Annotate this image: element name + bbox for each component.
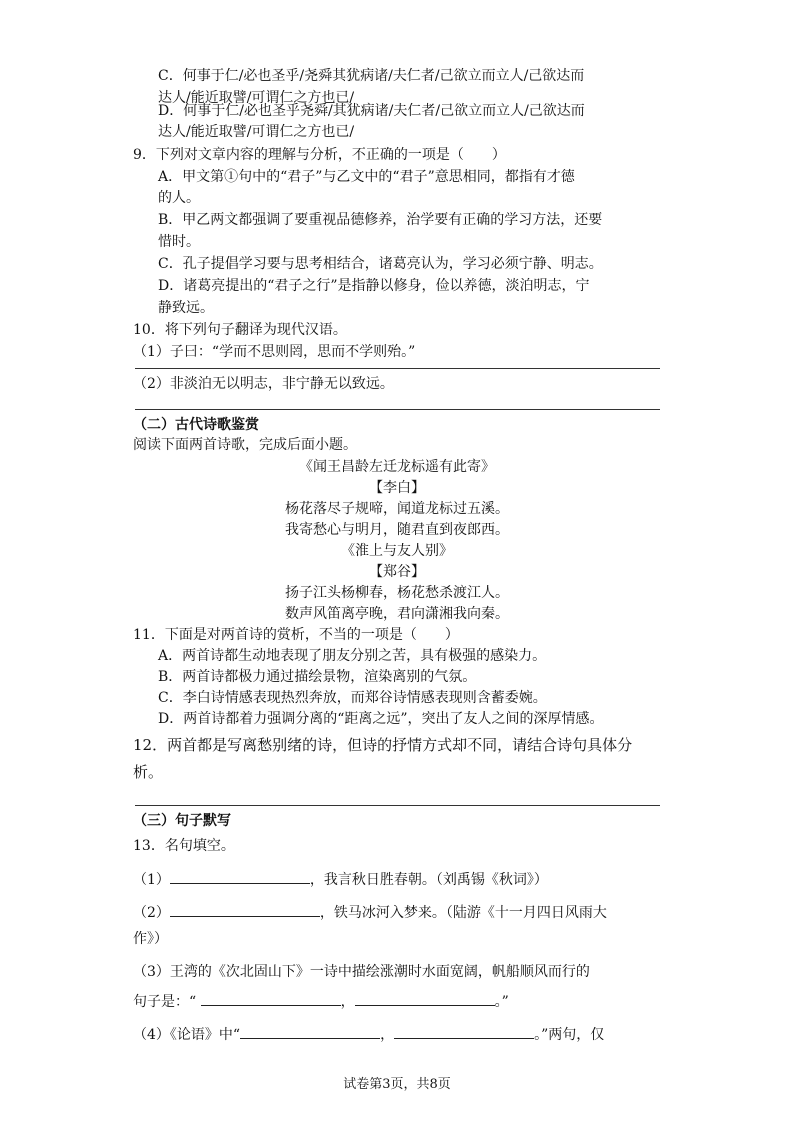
q13-item-1-number: （1）: [133, 872, 170, 888]
q9-option-d-line1: D．诸葛亮提出的“君子之行”是指静以修身，俭以养德，淡泊明志，宁: [158, 278, 590, 294]
q13-item-4-prefix: （4）《论语》中“: [133, 1027, 241, 1043]
q11-option-a: A．两首诗都生动地表现了朋友分别之苦，具有极强的感染力。: [158, 648, 547, 664]
fill-blank[interactable]: [394, 1023, 534, 1039]
q13-item-2-text: ，铁马冰河入梦来。（陆游《十一月四日风雨大: [319, 905, 607, 921]
poem2-line1: 扬子江头杨柳春，杨花愁杀渡江人。: [285, 585, 509, 601]
poem1-author: 【李白】: [369, 480, 425, 496]
q13-item-4: [133, 1023, 604, 1045]
q11-option-c: C．李白诗情感表现热烈奔放，而郑谷诗情感表现则含蓄委婉。: [158, 690, 547, 706]
q13-item-4-end: 。”两句，仅: [534, 1027, 605, 1043]
q12-line1: 12．两首都是写离愁别绪的诗，但诗的抒情方式却不同，请结合诗句具体分: [133, 736, 633, 754]
q13-item-2-cont: 作》）: [133, 931, 168, 947]
poem1-title: 《闻王昌龄左迁龙标遥有此寄》: [299, 459, 495, 475]
q8-option-c-line2: 达人/能近取譬/可谓仁之方也已/: [158, 90, 355, 106]
poetry-intro: 阅读下面两首诗歌，完成后面小题。: [133, 437, 357, 453]
q9-option-b-line2: 惜时。: [158, 234, 200, 250]
q9-option-a-line2: 的人。: [158, 190, 200, 206]
q13-stem: 13．名句填空。: [133, 838, 235, 854]
poem2-title: 《淮上与友人别》: [341, 543, 453, 559]
q10-stem: 10．将下列句子翻译为现代汉语。: [133, 322, 347, 338]
fill-blank[interactable]: [170, 901, 320, 917]
q9-option-a-line1: A．甲文第①句中的“君子”与乙文中的“君子”意思相同，都指有才德: [158, 169, 575, 185]
section-heading-poetry: （二）古代诗歌鉴赏: [133, 417, 259, 433]
page-footer: 试卷第3页，共8页: [343, 1077, 451, 1092]
q11-option-b: B．两首诗都极力通过描绘景物，渲染离别的气氛。: [158, 669, 477, 685]
section-heading-dictation: （三）句子默写: [133, 813, 231, 829]
q13-item-1-text: ，我言秋日胜春朝。（刘禹锡《秋词》）: [309, 872, 548, 888]
q9-option-b-line1: B．甲乙两文都强调了要重视品德修养，治学要有正确的学习方法，还要: [158, 212, 603, 228]
q13-item-4-comma: ，: [380, 1027, 395, 1043]
q8-option-d-line1: D．何事于仁/必也圣乎尧舜/其犹病诸/夫仁者/己欲立而立人/己欲达而: [158, 103, 585, 119]
q11-option-d: D．两首诗都着力强调分离的“距离之远”，突出了友人之间的深厚情感。: [158, 711, 604, 727]
q13-item-3-comma: ，: [340, 994, 355, 1010]
q11-stem: 11．下面是对两首诗的赏析，不当的一项是（ ）: [133, 627, 459, 643]
q13-item-2: [133, 901, 607, 923]
q13-item-2-number: （2）: [133, 905, 170, 921]
q12-line2: 析。: [133, 763, 164, 781]
fill-blank[interactable]: [201, 990, 341, 1006]
q9-stem: 9．下列对文章内容的理解与分析，不正确的一项是（ ）: [133, 147, 506, 163]
q13-item-3-prefix: 句子是：“: [133, 994, 197, 1010]
q13-item-3-line2: [133, 990, 509, 1012]
fill-blank[interactable]: [355, 990, 495, 1006]
q13-item-3-line1: （3）王湾的《次北固山下》一诗中描绘涨潮时水面宽阔，帆船顺风而行的: [133, 964, 590, 980]
answer-line: [135, 805, 660, 806]
q9-option-d-line2: 静致远。: [158, 300, 214, 316]
q10-sentence-2: （2）非淡泊无以明志，非宁静无以致远。: [133, 376, 394, 392]
q10-sentence-1: （1）子曰：“学而不思则罔，思而不学则殆。”: [133, 344, 416, 360]
poem1-line1: 杨花落尽子规啼，闻道龙标过五溪。: [285, 501, 509, 517]
fill-blank[interactable]: [170, 868, 310, 884]
poem1-line2: 我寄愁心与明月，随君直到夜郎西。: [285, 522, 509, 538]
q13-item-1: [133, 868, 548, 890]
answer-line: [135, 409, 660, 410]
answer-line: [135, 368, 660, 369]
poem2-author: 【郑谷】: [369, 564, 425, 580]
poem2-line2: 数声风笛离亭晚，君向潇湘我向秦。: [285, 606, 509, 622]
q8-option-d-line2: 达人/能近取譬/可谓仁之方也已/: [158, 124, 355, 140]
q13-item-3-end: 。”: [494, 994, 509, 1010]
fill-blank[interactable]: [240, 1023, 380, 1039]
q8-option-c-line1: C．何事于仁/必也圣乎/尧舜其犹病诸/夫仁者/己欲立而立人/己欲达而: [158, 68, 585, 84]
q9-option-c: C．孔子提倡学习要与思考相结合，诸葛亮认为，学习必须宁静、明志。: [158, 256, 603, 272]
